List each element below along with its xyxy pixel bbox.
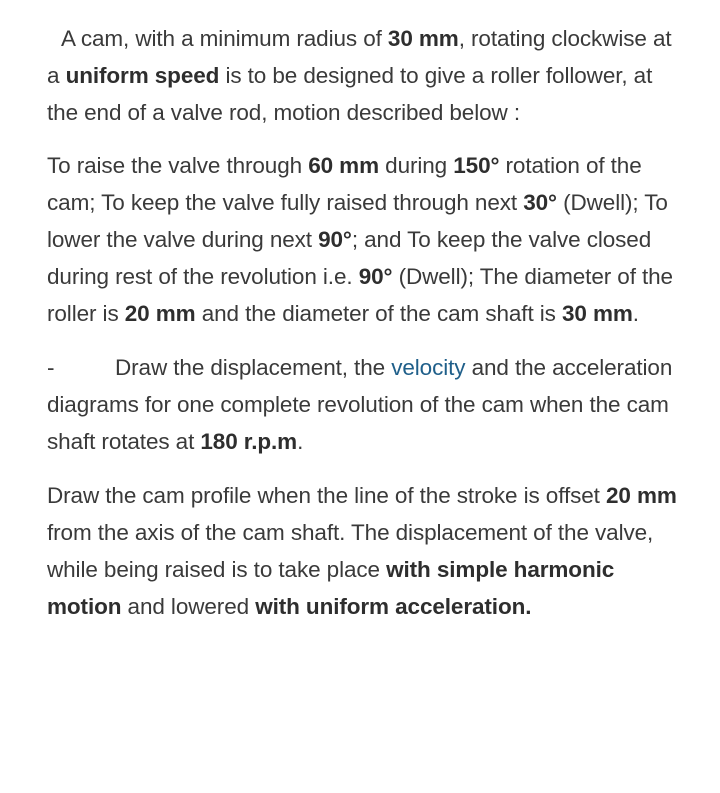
bold-run: 180 r.p.m [200, 429, 298, 454]
bold-run: 20 mm [124, 301, 196, 326]
bold-run: with simple harmonic motion [47, 557, 615, 619]
text-run: Draw the displacement, the [115, 355, 392, 380]
text-run: during [379, 153, 454, 178]
bold-run: 60 mm [308, 153, 379, 178]
text-run: (Dwell); To lower the valve during next [47, 190, 668, 252]
bold-run: 90° [358, 264, 393, 289]
text-run: rotation of the cam; To keep the valve fully raised through next [47, 153, 642, 215]
text-run: , rotating clockwise at a [47, 26, 672, 88]
bold-run: uniform speed [65, 63, 220, 88]
list-dash: - [47, 355, 55, 380]
text-run: . [632, 301, 639, 326]
bold-run: 30 mm [561, 301, 633, 326]
bold-run: 90° [318, 227, 352, 252]
text-run: (Dwell); The diameter of the roller is [47, 264, 673, 326]
text-run: . [297, 429, 304, 454]
velocity-link[interactable]: velocity [391, 355, 466, 380]
bold-run: 20 mm [605, 483, 677, 508]
text-run: and lowered [121, 594, 256, 619]
bold-run: 30° [523, 190, 557, 215]
bold-run: 150° [453, 153, 500, 178]
text-run: Draw the cam profile when the line of the stroke is offset [47, 483, 606, 508]
bold-run: with uniform acceleration. [255, 594, 532, 619]
text-run: To raise the valve through [47, 153, 309, 178]
text-run: and the diameter of the cam shaft is [195, 301, 562, 326]
paragraph-problem-statement [47, 20, 680, 131]
paragraph-motion-details [47, 147, 680, 332]
text-run: from the axis of the cam shaft. The displacement of the valve, while being raised is to take place [47, 520, 654, 582]
paragraph-diagram-task [47, 349, 680, 460]
text-run: A cam, with a minimum radius of [61, 26, 388, 51]
text-run: ; and To keep the valve closed during rest of the revolution i.e. [47, 227, 652, 289]
text-run: and the acceleration diagrams for one complete revolution of the cam when the cam shaft rotates at [47, 355, 673, 454]
bold-run: 30 mm [387, 26, 459, 51]
paragraph-cam-profile-task [47, 477, 680, 625]
text-run: is to be designed to give a roller follower, at the end of a valve rod, motion described below : [47, 63, 653, 125]
